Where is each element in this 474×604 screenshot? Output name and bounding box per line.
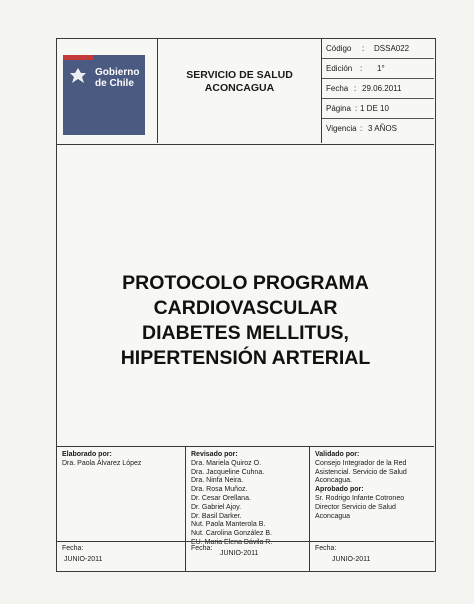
meta-sep: : <box>360 124 363 133</box>
service-line: ACONCAGUA <box>204 82 275 94</box>
meta-row-fecha <box>322 79 434 99</box>
meta-row-pagina <box>322 99 434 119</box>
meta-value: DSSA022 <box>374 44 410 53</box>
document-title <box>57 271 434 371</box>
logo-text-line: Gobierno <box>95 67 140 78</box>
meta-sep: : <box>362 44 365 53</box>
validado-date-box <box>310 541 434 572</box>
validado-column <box>310 447 434 571</box>
date-label: Fecha: <box>315 545 337 552</box>
revisado-label: Revisado por: <box>191 451 238 458</box>
revisado-name: EU. Maria Elena Dávila R. <box>191 538 273 546</box>
logo-cell <box>57 39 158 143</box>
revisado-name: Dra. Mariela Quiroz O. <box>191 459 262 467</box>
meta-key: Fecha <box>326 84 349 93</box>
date-value: JUNIO-2011 <box>220 550 259 557</box>
service-name <box>158 69 321 95</box>
aprobado-line: Aconcagua <box>315 512 351 520</box>
title-line: HIPERTENSIÓN ARTERIAL <box>120 347 371 369</box>
revisado-name: Dra. Jacqueline Cuhna. <box>191 468 265 476</box>
revisado-date-box <box>186 538 309 572</box>
meta-value: 29.06.2011 <box>362 84 402 93</box>
revisado-name: Nut. Paola Manterola B. <box>191 521 266 529</box>
elaborado-label: Elaborado por: <box>62 451 112 458</box>
meta-key: Edición <box>326 64 353 73</box>
elaborado-name: Dra. Paola Álvarez López <box>62 459 142 467</box>
revisado-name: Dr. Basil Darker. <box>191 512 242 520</box>
document-metadata <box>322 39 434 143</box>
date-value: JUNIO-2011 <box>332 556 371 563</box>
title-line: PROTOCOLO PROGRAMA <box>122 272 369 294</box>
document-page <box>56 38 436 572</box>
meta-row-edicion <box>322 59 434 79</box>
gobierno-de-chile-logo <box>63 55 145 135</box>
date-label: Fecha: <box>62 545 84 552</box>
meta-sep: : <box>354 84 357 93</box>
meta-key: Página <box>326 104 351 113</box>
revisado-name: Nut. Carolina González B. <box>191 530 272 538</box>
meta-value: 1 DE 10 <box>360 104 389 113</box>
meta-sep: : <box>355 104 358 113</box>
service-line: SERVICIO DE SALUD <box>186 69 293 81</box>
logo-red-bar <box>63 55 93 60</box>
date-label: Fecha: <box>191 545 213 552</box>
logo-text <box>95 67 139 89</box>
elaborado-column <box>57 447 186 571</box>
title-line: CARDIOVASCULAR <box>153 297 338 319</box>
validado-line: Consejo Integrador de la Red <box>315 459 407 467</box>
meta-key: Vigencia <box>326 124 357 133</box>
meta-value: 1° <box>377 64 385 73</box>
validado-label: Validado por: <box>315 451 360 458</box>
revisado-name: Dr. Cesar Orellana. <box>191 494 251 502</box>
document-header <box>57 39 434 145</box>
meta-value: 3 AÑOS <box>368 124 397 133</box>
revisado-column <box>186 447 310 571</box>
aprobado-label: Aprobado por: <box>315 486 364 494</box>
revisado-name: Dra. Ninfa Neira. <box>191 477 244 485</box>
validado-line: Aconcagua. <box>315 477 352 485</box>
aprobado-line: Director Servicio de Salud <box>315 503 396 511</box>
meta-sep: : <box>360 64 363 73</box>
date-value: JUNIO-2011 <box>64 556 103 563</box>
aprobado-line: Sr. Rodrigo Infante Cotroneo <box>315 494 405 502</box>
logo-text-line: de Chile <box>95 78 134 89</box>
approval-footer <box>57 446 434 571</box>
revisado-name: Dra. Rosa Muñoz. <box>191 486 248 494</box>
title-line: DIABETES MELLITUS, <box>142 322 349 344</box>
validado-line: Asistencial. Servicio de Salud <box>315 468 407 476</box>
meta-row-vigencia <box>322 119 434 138</box>
elaborado-date-box <box>57 541 185 572</box>
meta-row-codigo <box>322 39 434 59</box>
meta-key: Código <box>326 44 352 53</box>
service-cell <box>158 39 322 143</box>
revisado-name: Dr. Gabriel Ajoy. <box>191 503 242 511</box>
coat-of-arms-icon <box>66 66 90 86</box>
